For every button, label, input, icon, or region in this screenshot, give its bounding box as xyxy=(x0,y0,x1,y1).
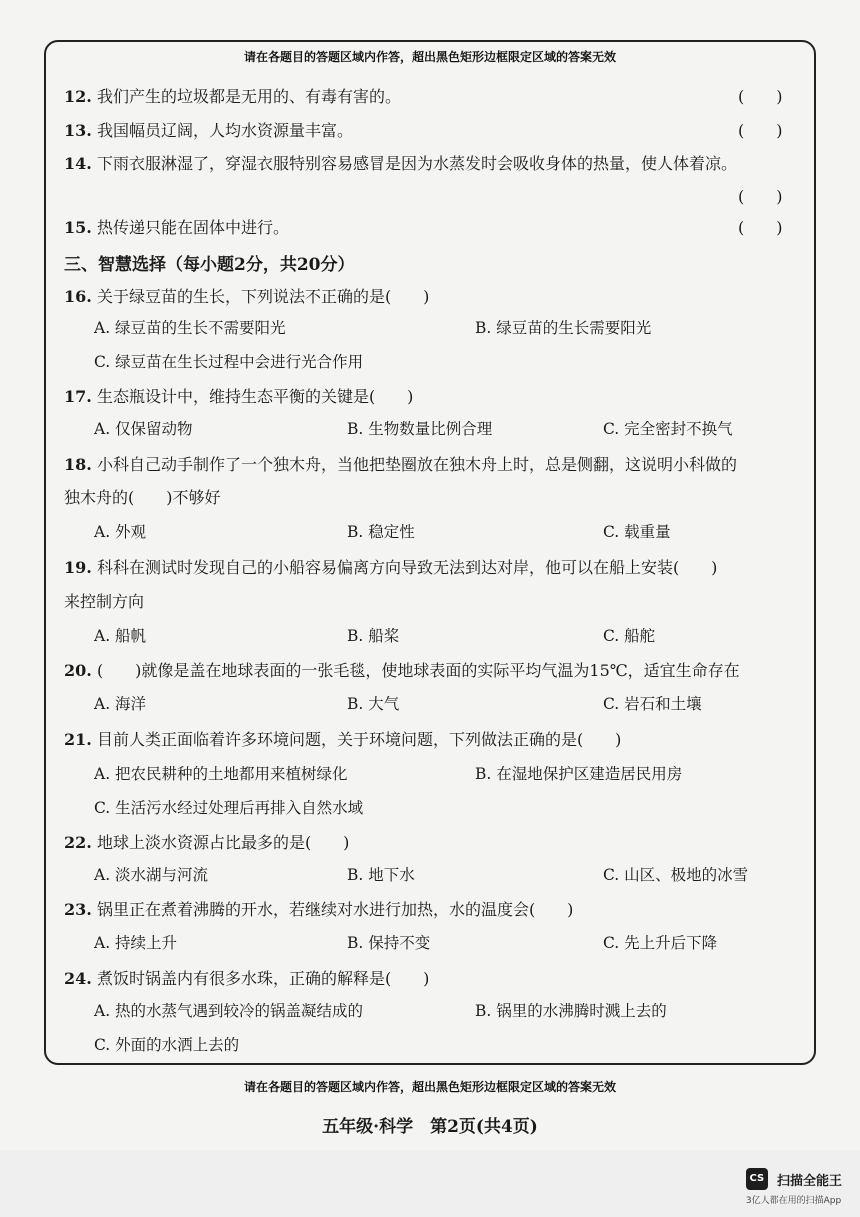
option-a: A. 把农民耕种的土地都用来植树绿化 xyxy=(94,765,348,783)
page-footer: 五年级·科学 第2页(共4页) xyxy=(322,1117,538,1137)
answer-bracket: ( ) xyxy=(738,87,783,106)
option-c: C. 船舵 xyxy=(603,627,656,645)
question-14 xyxy=(64,151,737,174)
option-c: C. 生活污水经过处理后再排入自然水域 xyxy=(94,799,364,817)
question-number: 14. xyxy=(64,154,92,173)
question-stem: 关于绿豆苗的生长，下列说法不正确的是( ) xyxy=(96,287,430,306)
question-stem: 目前人类正面临着许多环境问题，关于环境问题，下列做法正确的是( ) xyxy=(96,730,622,749)
question-text: 我们产生的垃圾都是无用的、有毒有害的。 xyxy=(96,87,401,106)
question-text: 我国幅员辽阔，人均水资源量丰富。 xyxy=(96,121,353,140)
question-number: 17. xyxy=(64,387,92,406)
option-c: C. 完全密封不换气 xyxy=(603,420,733,438)
option-a: A. 船帆 xyxy=(94,627,147,645)
option-b: B. 在湿地保护区建造居民用房 xyxy=(475,765,683,783)
option-c: C. 先上升后下降 xyxy=(603,934,718,952)
option-a: A. 外观 xyxy=(94,523,147,541)
option-b: B. 绿豆苗的生长需要阳光 xyxy=(475,319,652,337)
answer-bracket: ( ) xyxy=(738,218,783,237)
answer-bracket: ( ) xyxy=(738,187,783,206)
question-number: 18. xyxy=(64,455,92,474)
option-a: A. 仅保留动物 xyxy=(94,420,193,438)
question-20 xyxy=(64,658,740,681)
question-stem: 生态瓶设计中，维持生态平衡的关键是( ) xyxy=(96,387,414,406)
question-stem: ( )就像是盖在地球表面的一张毛毯，使地球表面的实际平均气温为15℃，适宜生命存在 xyxy=(96,661,740,680)
question-23 xyxy=(64,897,573,920)
top-notice: 请在各题目的答题区域内作答，超出黑色矩形边框限定区域的答案无效 xyxy=(243,50,616,64)
question-13 xyxy=(64,118,353,141)
option-a: A. 淡水湖与河流 xyxy=(94,866,209,884)
question-stem: 煮饭时锅盖内有很多水珠，正确的解释是( ) xyxy=(96,969,430,988)
question-stem: 科科在测试时发现自己的小船容易偏离方向导致无法到达对岸，他可以在船上安装( ) xyxy=(96,558,718,577)
bottom-notice: 请在各题目的答题区域内作答，超出黑色矩形边框限定区域的答案无效 xyxy=(243,1080,616,1094)
option-b: B. 保持不变 xyxy=(347,934,431,952)
question-18 xyxy=(64,452,737,475)
brand-name: 扫描全能王 xyxy=(776,1173,842,1189)
question-number: 16. xyxy=(64,287,92,306)
question-stem: 锅里正在煮着沸腾的开水，若继续对水进行加热，水的温度会( ) xyxy=(96,900,574,919)
question-number: 23. xyxy=(64,900,92,919)
option-a: A. 持续上升 xyxy=(94,934,178,952)
question-stem: 小科自己动手制作了一个独木舟，当他把垫圈放在独木舟上时，总是侧翻，这说明小科做的 xyxy=(96,455,737,474)
scanner-watermark xyxy=(746,1168,842,1206)
question-15 xyxy=(64,215,289,238)
option-c: C. 外面的水洒上去的 xyxy=(94,1036,240,1054)
question-number: 22. xyxy=(64,833,92,852)
question-number: 19. xyxy=(64,558,92,577)
option-a: A. 海洋 xyxy=(94,695,147,713)
option-b: B. 生物数量比例合理 xyxy=(347,420,493,438)
question-24 xyxy=(64,966,429,989)
question-21 xyxy=(64,727,621,750)
question-19 xyxy=(64,555,717,578)
answer-bracket: ( ) xyxy=(738,121,783,140)
question-22 xyxy=(64,830,349,853)
option-b: B. 大气 xyxy=(347,695,400,713)
option-c: C. 岩石和土壤 xyxy=(603,695,702,713)
question-number: 21. xyxy=(64,730,92,749)
option-a: A. 绿豆苗的生长不需要阳光 xyxy=(94,319,286,337)
option-c: C. 载重量 xyxy=(603,523,671,541)
question-number: 20. xyxy=(64,661,92,680)
option-b: B. 锅里的水沸腾时溅上去的 xyxy=(475,1002,667,1020)
option-c: C. 山区、极地的冰雪 xyxy=(603,866,749,884)
section-heading: 三、智慧选择（每小题2分，共20分） xyxy=(64,255,355,275)
brand-tagline: 3亿人都在用的扫描App xyxy=(745,1196,842,1206)
question-number: 24. xyxy=(64,969,92,988)
question-17 xyxy=(64,384,413,407)
question-text: 下雨衣服淋湿了，穿湿衣服特别容易感冒是因为水蒸发时会吸收身体的热量，使人体着凉。 xyxy=(96,154,737,173)
cs-logo-icon: CS xyxy=(746,1168,768,1190)
option-b: B. 船桨 xyxy=(347,627,400,645)
option-c: C. 绿豆苗在生长过程中会进行光合作用 xyxy=(94,353,364,371)
option-a: A. 热的水蒸气遇到较冷的锅盖凝结成的 xyxy=(94,1002,364,1020)
option-b: B. 地下水 xyxy=(347,866,415,884)
question-text: 热传递只能在固体中进行。 xyxy=(96,218,289,237)
question-18-continued: 独木舟的( )不够好 xyxy=(64,488,221,507)
option-b: B. 稳定性 xyxy=(347,523,415,541)
question-number: 13. xyxy=(64,121,92,140)
question-stem: 地球上淡水资源占比最多的是( ) xyxy=(96,833,350,852)
question-number: 12. xyxy=(64,87,92,106)
question-16 xyxy=(64,284,429,307)
question-number: 15. xyxy=(64,218,92,237)
question-12 xyxy=(64,84,401,107)
question-19-continued: 来控制方向 xyxy=(64,592,145,611)
